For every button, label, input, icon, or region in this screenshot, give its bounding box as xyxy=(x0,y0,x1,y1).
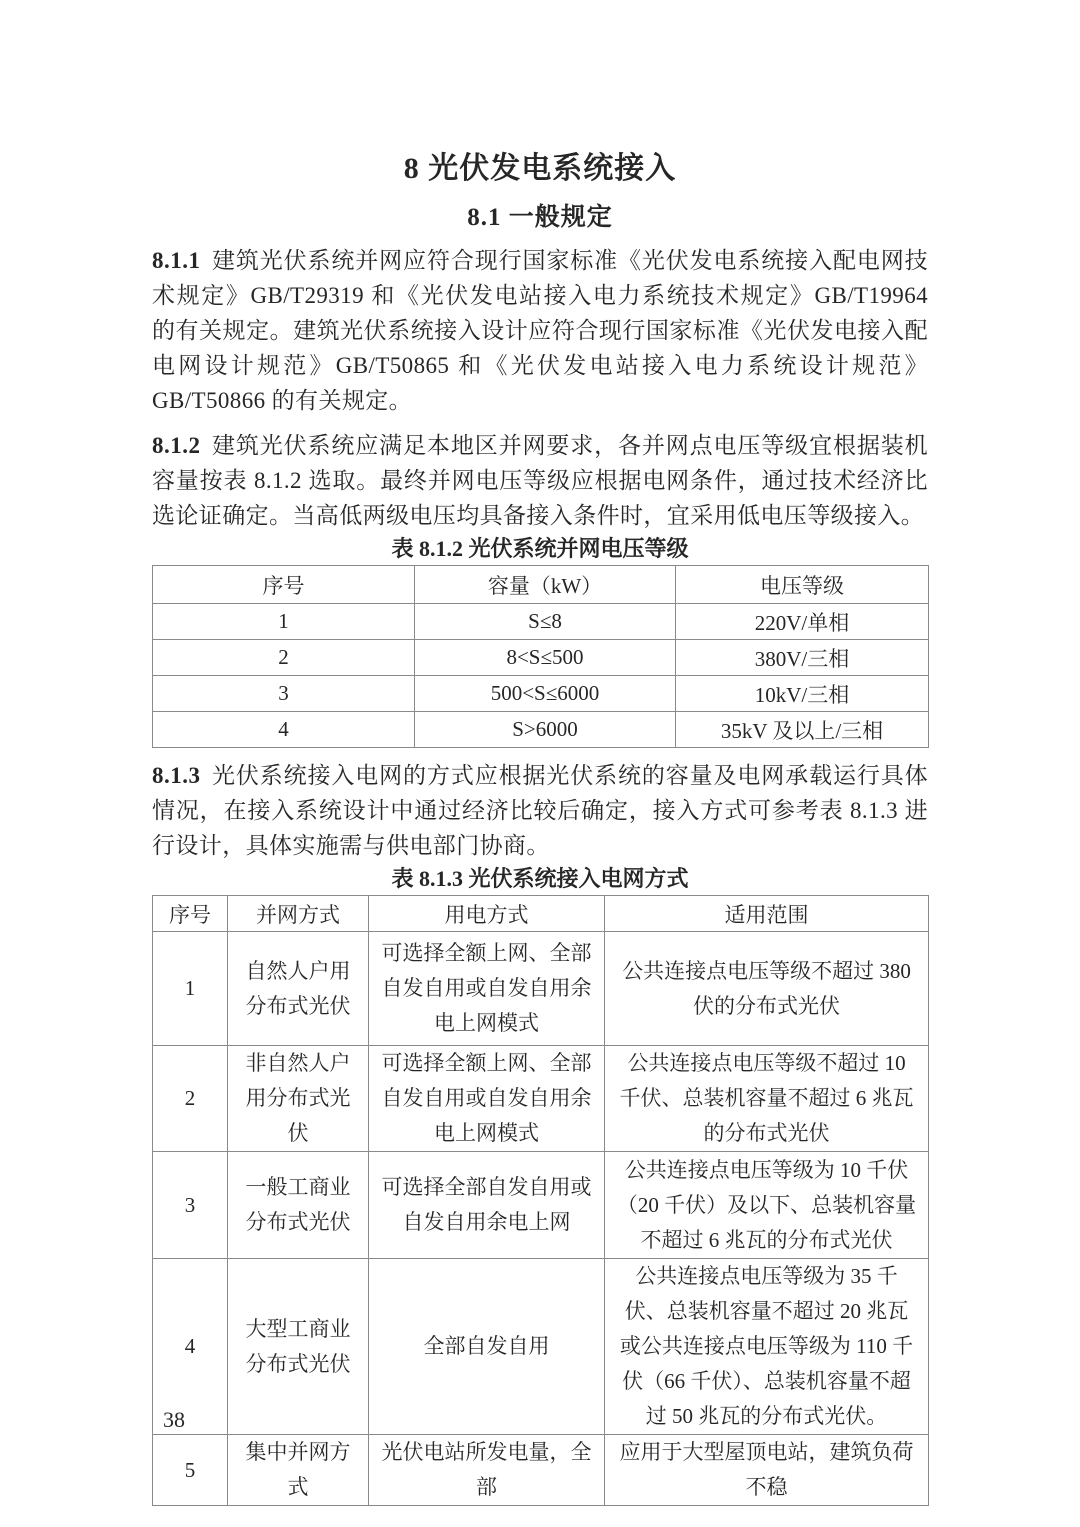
table-cell: 4 xyxy=(153,1259,228,1435)
table-cell: 3 xyxy=(153,1152,228,1259)
column-header: 容量（kW） xyxy=(415,566,676,604)
column-header: 用电方式 xyxy=(369,896,605,932)
paragraph-8-1-1 xyxy=(152,243,928,418)
table-row xyxy=(153,712,929,748)
table-row xyxy=(153,1259,929,1435)
clause-number: 8.1.1 xyxy=(152,248,201,273)
column-header: 序号 xyxy=(153,566,415,604)
table-cell: 全部自发自用 xyxy=(369,1259,605,1435)
column-header: 并网方式 xyxy=(228,896,369,932)
table-cell: 35kV 及以上/三相 xyxy=(676,712,929,748)
table-row xyxy=(153,1152,929,1259)
table-cell: 8<S≤500 xyxy=(415,640,676,676)
clause-number: 8.1.2 xyxy=(152,433,201,458)
section-heading: 8.1 一般规定 xyxy=(467,204,613,231)
column-header: 序号 xyxy=(153,896,228,932)
table-cell: 220V/单相 xyxy=(676,604,929,640)
column-header: 电压等级 xyxy=(676,566,929,604)
table-cell: 应用于大型屋顶电站，建筑负荷不稳 xyxy=(605,1435,929,1506)
table-cell: 集中并网方式 xyxy=(228,1435,369,1506)
table-cell: 公共连接点电压等级为 10 千伏（20 千伏）及以下、总装机容量不超过 6 兆瓦的分布式光伏 xyxy=(605,1152,929,1259)
table-cell: 公共连接点电压等级不超过 10 千伏、总装机容量不超过 6 兆瓦的分布式光伏 xyxy=(605,1046,929,1152)
table-cell: 大型工商业分布式光伏 xyxy=(228,1259,369,1435)
page-number: 38 xyxy=(163,1407,185,1432)
table-cell: 2 xyxy=(153,1046,228,1152)
table-cell: S≤8 xyxy=(415,604,676,640)
table-cell: 可选择全额上网、全部自发自用或自发自用余电上网模式 xyxy=(369,1046,605,1152)
table-cell: 3 xyxy=(153,676,415,712)
clause-text: 建筑光伏系统并网应符合现行国家标准《光伏发电系统接入配电网技术规定》GB/T29319 和《光伏发电站接入电力系统技术规定》GB/T19964 的有关规定。建筑光伏系统接入设计应符合现行国家标准《光伏发电接入配电网设计规范》GB/T50865 和《光伏发电站接入电力系统设计规范》GB/T50866 的有关规定。 xyxy=(152,248,928,413)
table-cell: 5 xyxy=(153,1435,228,1506)
table-row xyxy=(153,640,929,676)
table-cell: 自然人户用分布式光伏 xyxy=(228,932,369,1046)
paragraph-8-1-2 xyxy=(152,428,928,533)
table-row xyxy=(153,604,929,640)
clause-text: 建筑光伏系统应满足本地区并网要求，各并网点电压等级宜根据装机容量按表 8.1.2 选取。最终并网电压等级应根据电网条件，通过技术经济比选论证确定。当高低两级电压均具备接入条件时，宜采用低电压等级接入。 xyxy=(152,433,928,528)
chapter-title: 8 光伏发电系统接入 xyxy=(403,152,677,185)
table-cell: 380V/三相 xyxy=(676,640,929,676)
table-cell: 公共连接点电压等级不超过 380 伏的分布式光伏 xyxy=(605,932,929,1046)
table-8-1-2-caption: 表 8.1.2 光伏系统并网电压等级 xyxy=(391,536,689,561)
table-cell: 光伏电站所发电量，全部 xyxy=(369,1435,605,1506)
table-cell: 500<S≤6000 xyxy=(415,676,676,712)
table-row xyxy=(153,676,929,712)
table-header-row xyxy=(153,566,929,604)
table-cell: S>6000 xyxy=(415,712,676,748)
table-8-1-2 xyxy=(152,565,929,748)
table-cell: 10kV/三相 xyxy=(676,676,929,712)
table-cell: 1 xyxy=(153,604,415,640)
clause-number: 8.1.3 xyxy=(152,763,201,788)
table-cell: 4 xyxy=(153,712,415,748)
table-cell: 非自然人户用分布式光伏 xyxy=(228,1046,369,1152)
table-cell: 1 xyxy=(153,932,228,1046)
table-cell: 2 xyxy=(153,640,415,676)
column-header: 适用范围 xyxy=(605,896,929,932)
table-8-1-3-caption: 表 8.1.3 光伏系统接入电网方式 xyxy=(391,866,689,891)
table-row xyxy=(153,932,929,1046)
table-cell: 一般工商业分布式光伏 xyxy=(228,1152,369,1259)
table-header-row xyxy=(153,896,929,932)
table-row xyxy=(153,1435,929,1506)
table-8-1-3 xyxy=(152,895,929,1506)
table-row xyxy=(153,1046,929,1152)
paragraph-8-1-3 xyxy=(152,758,928,863)
table-cell: 可选择全额上网、全部自发自用或自发自用余电上网模式 xyxy=(369,932,605,1046)
table-cell: 公共连接点电压等级为 35 千伏、总装机容量不超过 20 兆瓦或公共连接点电压等级为 110 千伏（66 千伏）、总装机容量不超过 50 兆瓦的分布式光伏。 xyxy=(605,1259,929,1435)
clause-text: 光伏系统接入电网的方式应根据光伏系统的容量及电网承载运行具体情况，在接入系统设计中通过经济比较后确定，接入方式可参考表 8.1.3 进行设计，具体实施需与供电部门协商。 xyxy=(152,763,928,858)
table-cell: 可选择全部自发自用或自发自用余电上网 xyxy=(369,1152,605,1259)
